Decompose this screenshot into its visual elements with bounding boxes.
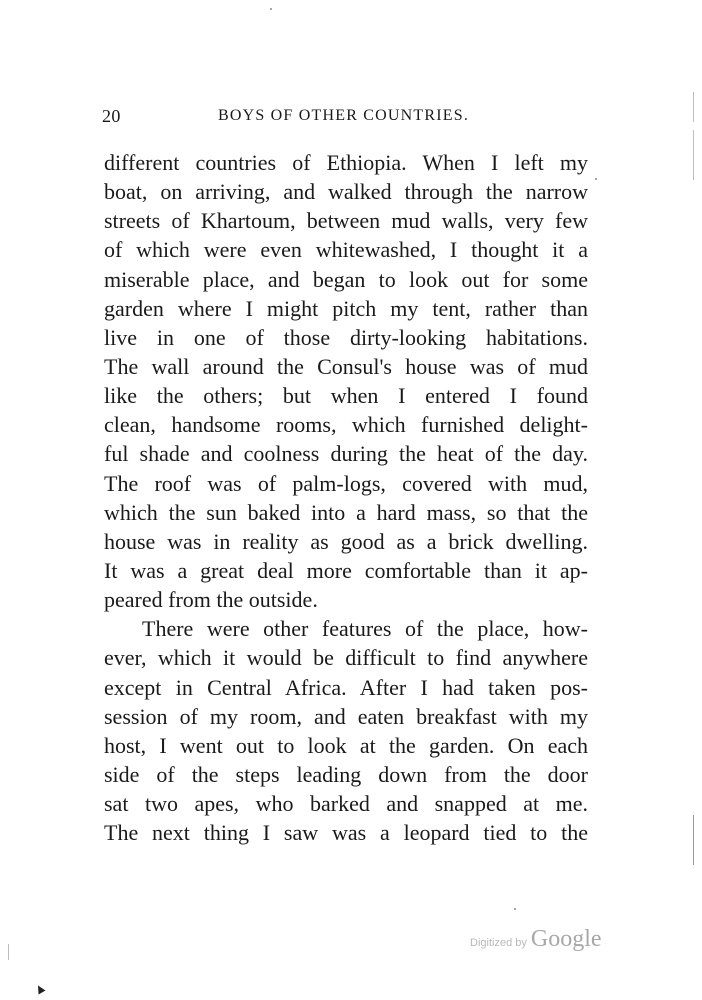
text-line: boat, on arriving, and walked through the narrow (104, 179, 588, 205)
watermark-prefix: Digitized by (470, 937, 527, 949)
text-line: It was a great deal more comfortable than it ap- (104, 557, 588, 583)
scan-artifact-line (693, 815, 694, 865)
text-line: miserable place, and began to look out for some (104, 266, 588, 292)
text-line: except in Central Africa. After I had taken pos- (104, 674, 588, 700)
text-line: streets of Khartoum, between mud walls, very few (104, 208, 588, 234)
digitized-by-google-watermark (470, 926, 602, 952)
text-line: ful shade and coolness during the heat of the day. (104, 441, 588, 467)
text-line: ever, which it would be difficult to find anywhere (104, 645, 588, 671)
text-line: The next thing I saw was a leopard tied to the (104, 820, 588, 846)
text-line: house was in reality as good as a brick dwelling. (104, 528, 588, 554)
page-number: 20 (102, 106, 121, 126)
text-line: side of the steps leading down from the door (104, 761, 588, 787)
scan-artifact-line (693, 130, 694, 180)
text-line: The roof was of palm-logs, covered with mud, (104, 470, 588, 496)
text-line: host, I went out to look at the garden. On each (104, 732, 588, 758)
scan-artifact-line (693, 92, 694, 122)
running-head (102, 106, 588, 132)
scan-artifact-dot (514, 908, 516, 910)
text-line: live in one of those dirty-looking habitations. (104, 324, 588, 350)
running-title: BOYS OF OTHER COUNTRIES. (218, 107, 470, 124)
scan-artifact-line (8, 944, 9, 960)
text-line: garden where I might pitch my tent, rather than (104, 295, 588, 321)
text-line: clean, handsome rooms, which furnished delight- (104, 412, 588, 438)
text-line: which the sun baked into a hard mass, so that the (104, 499, 588, 525)
paragraph-start-line: There were other features of the place, how- (142, 616, 588, 642)
body-text (104, 148, 588, 847)
scan-artifact-dot (595, 178, 597, 180)
text-line: The wall around the Consul's house was of mud (104, 353, 588, 379)
scan-artifact-dot (270, 8, 272, 10)
text-line: sat two apes, who barked and snapped at me. (104, 791, 588, 817)
text-line: session of my room, and eaten breakfast with my (104, 703, 588, 729)
text-line: like the others; but when I entered I found (104, 383, 588, 409)
watermark-brand: Google (530, 926, 602, 952)
corner-mark-icon (35, 984, 46, 995)
paragraph-end-line: peared from the outside. (104, 587, 318, 613)
text-line: different countries of Ethiopia. When I left my (104, 150, 588, 175)
text-line: of which were even whitewashed, I thought it a (104, 237, 588, 263)
